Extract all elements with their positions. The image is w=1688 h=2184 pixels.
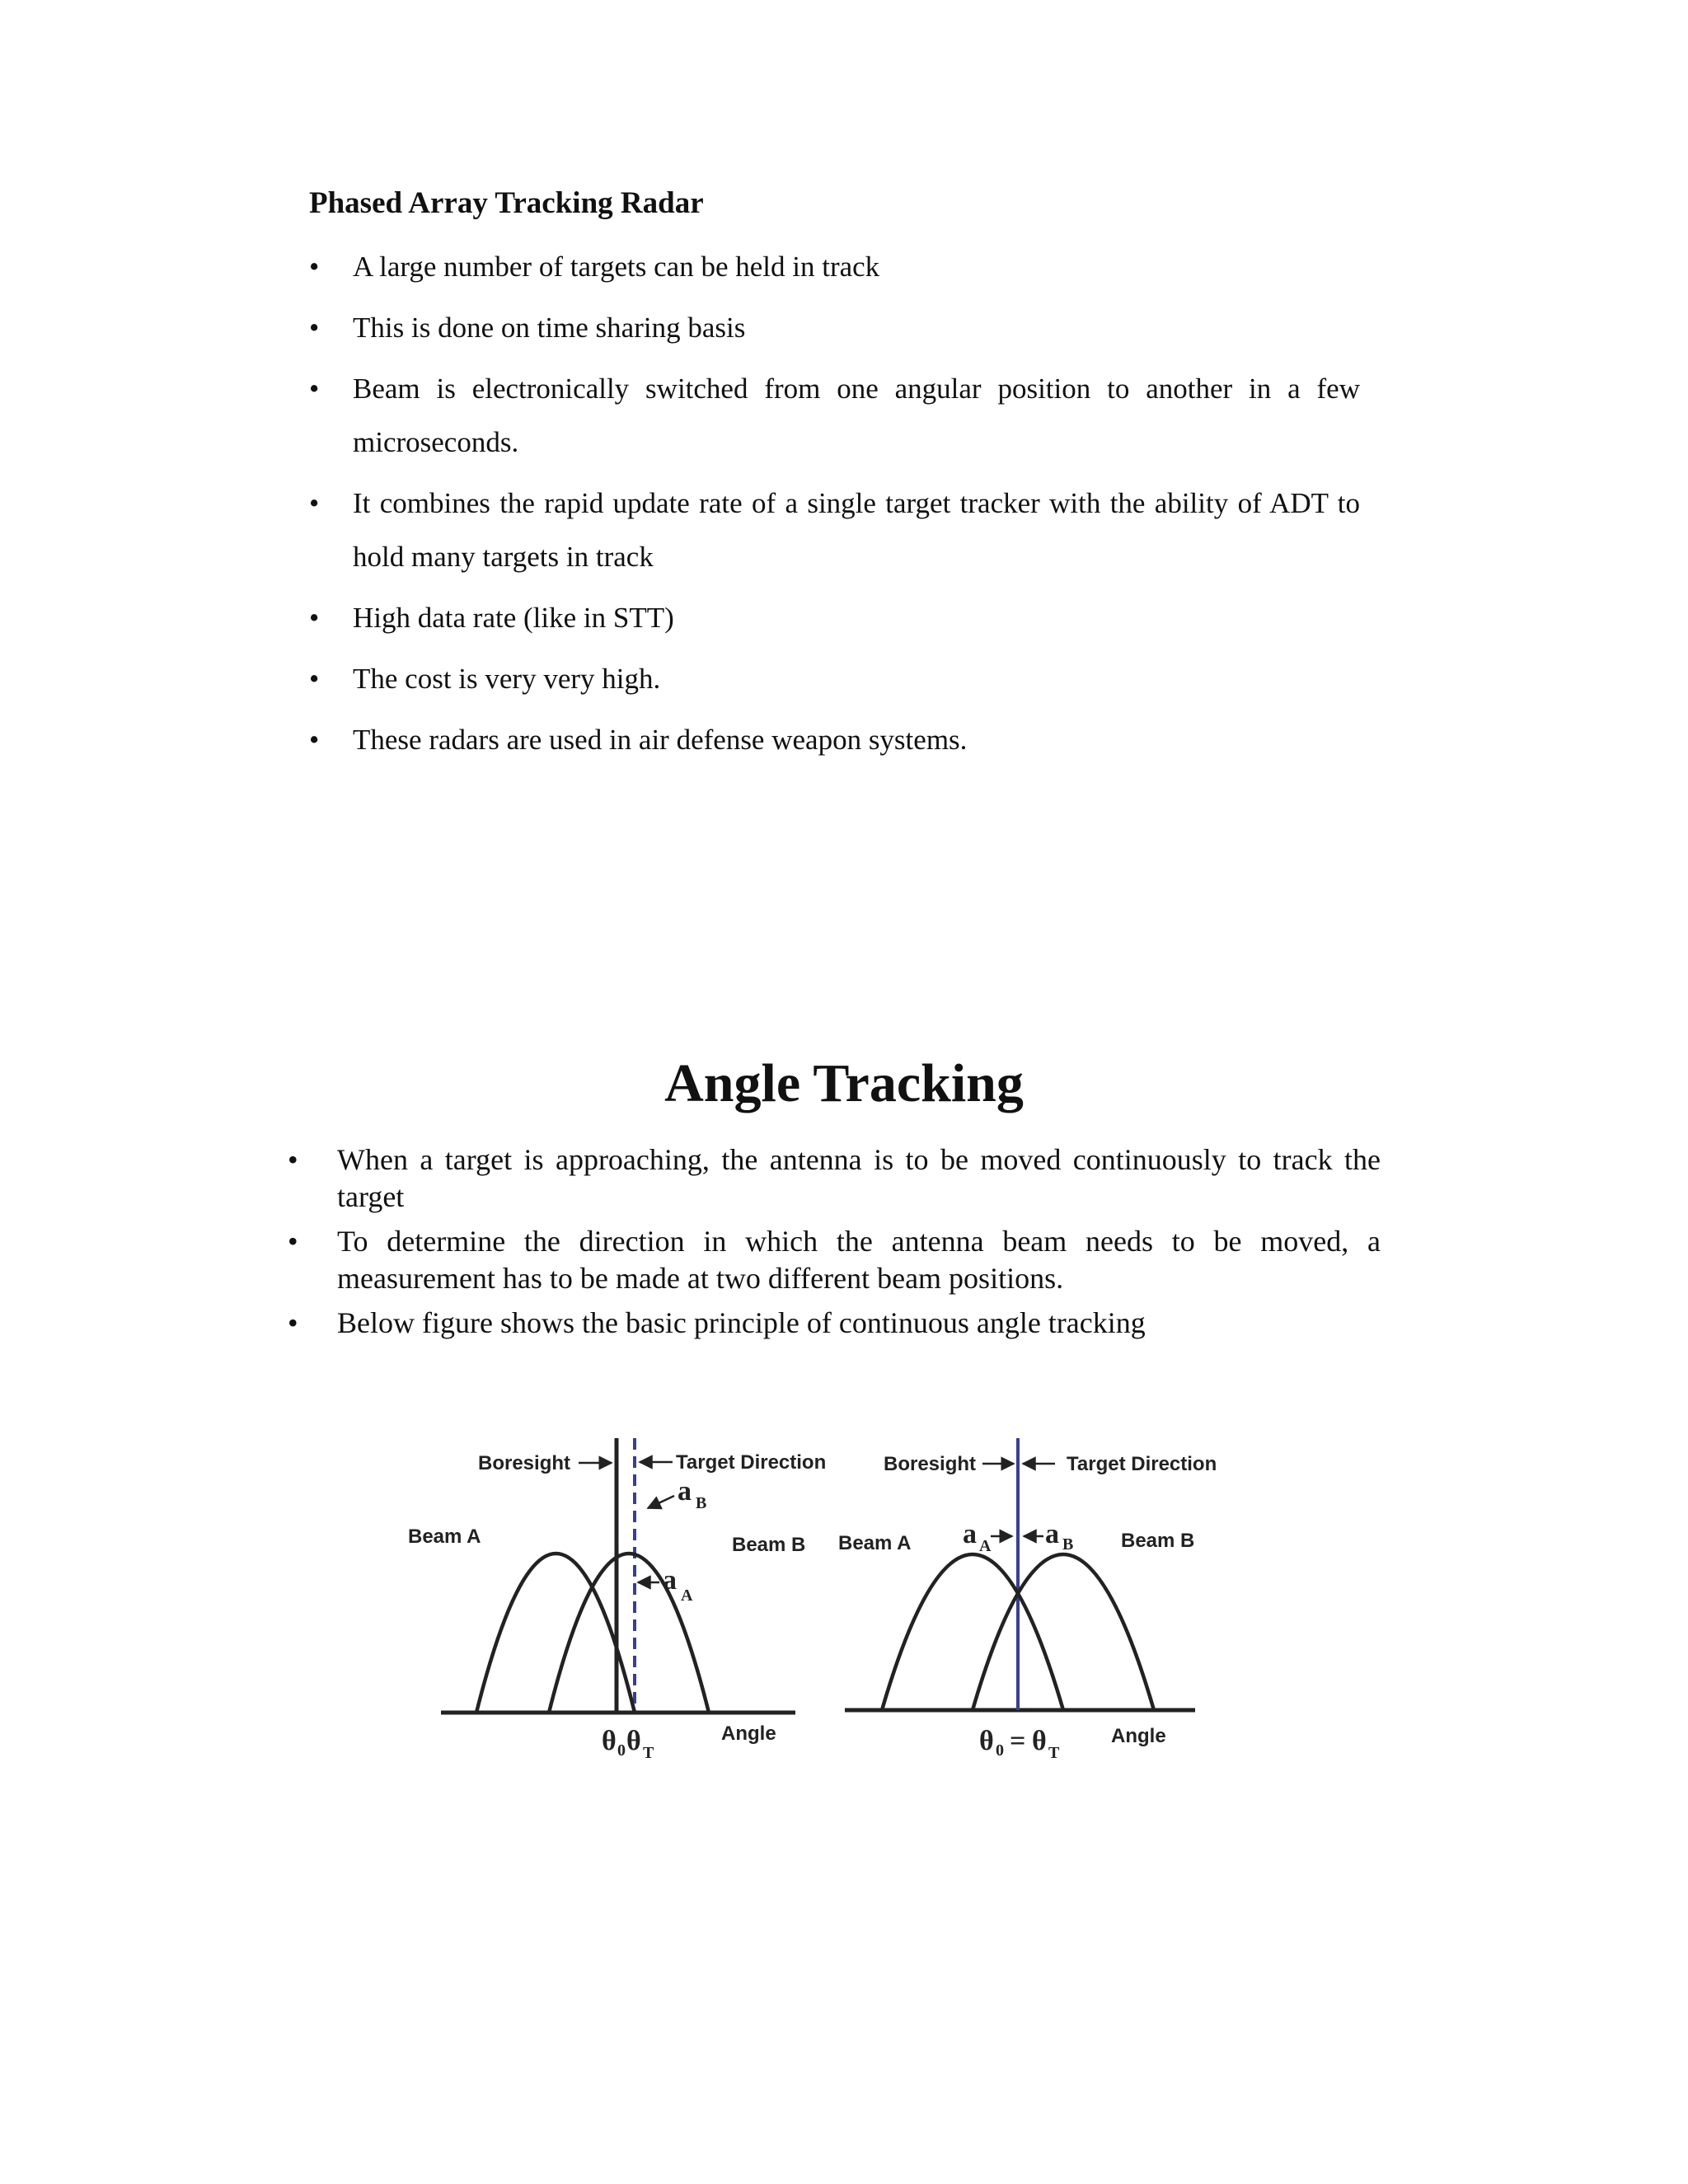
right-ab-subscript: B bbox=[1062, 1535, 1074, 1554]
left-thetaT-subscript: T bbox=[643, 1744, 654, 1762]
angle-tracking-figure bbox=[396, 1418, 1236, 1764]
left-ab-arrow bbox=[648, 1496, 674, 1508]
list-item: • To determine the direction in which the antenna beam needs to be moved, a measurement has to be made at two different beam positions. bbox=[284, 1223, 1381, 1297]
right-beam-a-label: Beam A bbox=[838, 1532, 912, 1554]
list-item: • It combines the rapid update rate of a single target tracker with the ability of ADT to hold many targets in track bbox=[309, 476, 1360, 583]
left-boresight-label: Boresight bbox=[478, 1452, 571, 1474]
right-theta0-symbol: θ bbox=[979, 1726, 994, 1756]
left-ab-symbol: a bbox=[678, 1476, 692, 1507]
left-angle-label: Angle bbox=[721, 1722, 776, 1745]
left-target-direction-label: Target Direction bbox=[676, 1451, 827, 1474]
phased-array-section bbox=[309, 185, 1360, 774]
left-aa-subscript: A bbox=[681, 1586, 693, 1605]
left-beam-a-label: Beam A bbox=[408, 1526, 481, 1548]
right-beam-b-curve bbox=[973, 1554, 1154, 1710]
left-beam-b-label: Beam B bbox=[732, 1534, 806, 1556]
left-aa-symbol: a bbox=[663, 1565, 677, 1596]
section-heading: Phased Array Tracking Radar bbox=[309, 186, 704, 220]
list-item: • The cost is very very high. bbox=[309, 652, 1360, 705]
left-theta0-subscript: 0 bbox=[617, 1741, 626, 1760]
right-theta0-subscript: 0 bbox=[996, 1741, 1004, 1760]
list-item: • Below figure shows the basic principle of continuous angle tracking bbox=[284, 1305, 1381, 1342]
list-item: • These radars are used in air defense weapon systems. bbox=[309, 713, 1360, 766]
left-diagram bbox=[408, 1438, 826, 1762]
list-item: • Beam is electronically switched from one angular position to another in a few microseconds. bbox=[309, 362, 1360, 469]
figure-diagram bbox=[396, 1418, 1236, 1764]
right-beam-b-label: Beam B bbox=[1121, 1530, 1195, 1552]
left-theta0-symbol: θ bbox=[602, 1726, 617, 1756]
right-aa-subscript: A bbox=[979, 1537, 992, 1555]
left-ab-subscript: B bbox=[696, 1494, 707, 1512]
list-item: • High data rate (like in STT) bbox=[309, 591, 1360, 644]
list-item: • A large number of targets can be held in track bbox=[309, 240, 1360, 293]
bullet-list bbox=[284, 1141, 1381, 1342]
right-angle-label: Angle bbox=[1111, 1725, 1166, 1747]
left-thetaT-symbol: θ bbox=[626, 1726, 641, 1756]
angle-tracking-section bbox=[284, 1141, 1381, 1349]
right-equals-sign: = bbox=[1010, 1726, 1026, 1756]
right-boresight-label: Boresight bbox=[884, 1453, 977, 1475]
list-item: • This is done on time sharing basis bbox=[309, 301, 1360, 354]
right-diagram bbox=[838, 1438, 1217, 1762]
right-target-direction-label: Target Direction bbox=[1067, 1453, 1217, 1475]
bullet-list bbox=[309, 240, 1360, 766]
right-thetaT-subscript: T bbox=[1048, 1744, 1060, 1762]
list-item: • When a target is approaching, the antenna is to be moved continuously to track the target bbox=[284, 1141, 1381, 1216]
right-thetaT-symbol: θ bbox=[1032, 1726, 1047, 1756]
right-ab-symbol: a bbox=[1045, 1519, 1059, 1549]
right-aa-symbol: a bbox=[963, 1519, 977, 1549]
right-beam-a-curve bbox=[882, 1554, 1063, 1710]
page-title: Angle Tracking bbox=[664, 1053, 1024, 1113]
